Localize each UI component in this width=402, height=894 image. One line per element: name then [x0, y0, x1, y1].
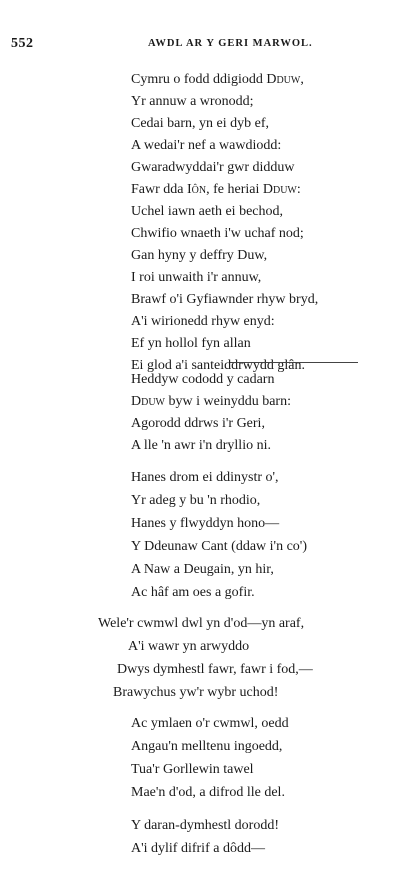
poem-line: Gan hyny y deffry Duw,	[131, 248, 268, 263]
section-rule	[230, 362, 358, 363]
running-title: AWDL AR Y GERI MARWOL.	[148, 38, 313, 49]
poem-line: Ac hâf am oes a gofir.	[131, 585, 255, 600]
poem-line: Yr annuw a wronodd;	[131, 94, 254, 109]
poem-line: Angau'n melltenu ingoedd,	[131, 739, 283, 754]
poem-line: Brawychus yw'r wybr uchod!	[113, 685, 279, 700]
poem-line: A Naw a Deugain, yn hir,	[131, 562, 274, 577]
poem-line: Chwifio wnaeth i'w uchaf nod;	[131, 226, 304, 241]
poem-line: Dduw byw i weinyddu barn:	[131, 394, 291, 409]
poem-line: Cymru o fodd ddigiodd Dduw,	[131, 72, 304, 87]
poem-line: Hanes y flwyddyn hono—	[131, 516, 280, 531]
poem-line: Y Ddeunaw Cant (ddaw i'n co')	[131, 539, 307, 554]
poem-line: Heddyw cododd y cadarn	[131, 372, 275, 387]
poem-line: Hanes drom ei ddinystr o',	[131, 470, 279, 485]
poem-line: A wedai'r nef a wawdiodd:	[131, 138, 282, 153]
poem-line: Y daran-dymhestl dorodd!	[131, 818, 279, 833]
page-number: 552	[11, 36, 34, 51]
poem-line: I roi unwaith i'r annuw,	[131, 270, 262, 285]
poem-line: Wele'r cwmwl dwl yn d'od—yn araf,	[98, 616, 305, 631]
poem-line: Mae'n d'od, a difrod lle del.	[131, 785, 285, 800]
poem-line: Ef yn hollol fyn allan	[131, 336, 251, 351]
poem-line: Yr adeg y bu 'n rhodio,	[131, 493, 261, 508]
poem-line: Tua'r Gorllewin tawel	[131, 762, 254, 777]
poem-line: Fawr dda Iôn, fe heriai Dduw:	[131, 182, 301, 197]
poem-line: Uchel iawn aeth ei bechod,	[131, 204, 283, 219]
poem-line: Gwaradwyddai'r gwr didduw	[131, 160, 295, 175]
poem-line: Brawf o'i Gyfiawnder rhyw bryd,	[131, 292, 319, 307]
poem-line: Agorodd ddrws i'r Geri,	[131, 416, 265, 431]
poem-line: Ei glod a'i santeiddrwydd glân.	[131, 358, 305, 373]
poem-line: A lle 'n awr i'n dryllio ni.	[131, 438, 271, 453]
poem-line: A'i wirionedd rhyw enyd:	[131, 314, 275, 329]
poem-line: Ac ymlaen o'r cwmwl, oedd	[131, 716, 289, 731]
poem-line: A'i dylif difrif a dôdd—	[131, 841, 265, 856]
poem-line: A'i wawr yn arwyddo	[128, 639, 250, 654]
poem-line: Cedai barn, yn ei dyb ef,	[131, 116, 270, 131]
poem-line: Dwys dymhestl fawr, fawr i fod,—	[117, 662, 313, 677]
